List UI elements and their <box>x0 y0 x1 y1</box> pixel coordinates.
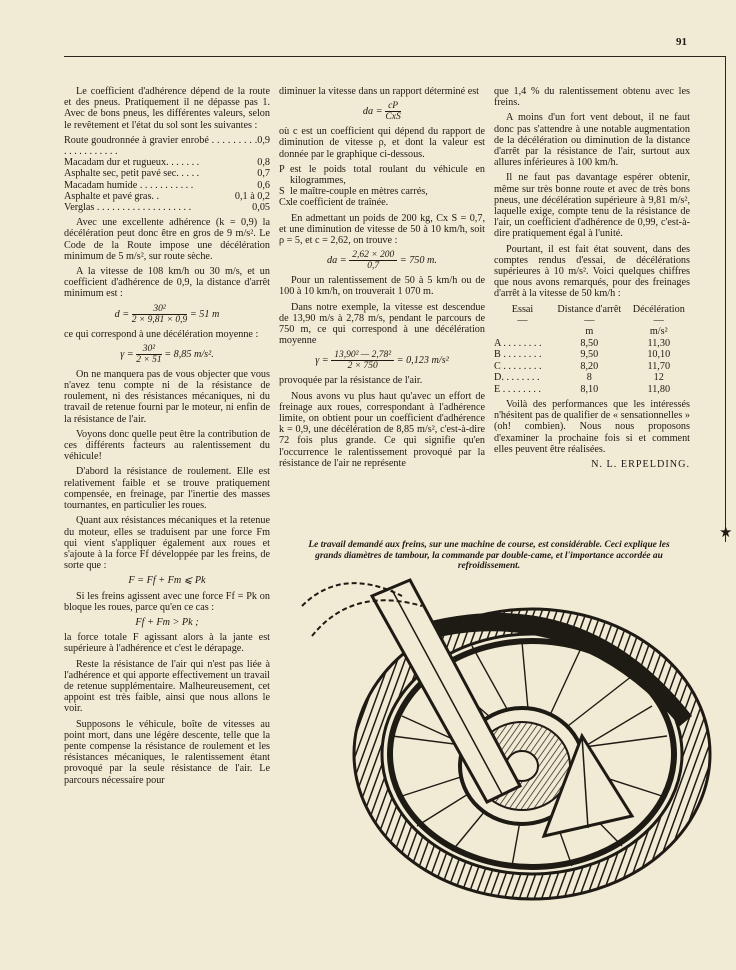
paragraph: A la vitesse de 108 km/h ou 30 m/s, et un coefficient d'adhérence de 0,9, la distance d'arrêt minimum est : <box>64 266 270 300</box>
paragraph: Voyons donc quelle peut être la contribution de ces différents facteurs au ralentissement du véhicule! <box>64 428 270 463</box>
symbol: S <box>279 186 285 198</box>
table-units-row <box>494 326 690 337</box>
table-cell: 9,50 <box>580 349 599 361</box>
fraction <box>385 101 401 122</box>
definition: le coefficient de traînée. <box>290 197 389 209</box>
equation-example-distance <box>279 250 485 271</box>
paragraph: D'abord la résistance de roulement. Elle est relativement faible et se trouve pratiquement compensée, en freinage, par l'inertie des masses tournantes, en particulier les roues. <box>64 466 270 512</box>
paragraph: Dans notre exemple, la vitesse est descendue de 13,90 m/s à 2,78 m/s, pendant le parcours de 750 m, ce qui correspond à une décélération moyenne <box>279 301 485 347</box>
table-cell: — <box>517 315 528 327</box>
list-item <box>64 157 270 168</box>
road-value: 0,8 <box>257 157 270 169</box>
author-signature: N. L. ERPELDING. <box>591 458 690 470</box>
list-item <box>279 186 485 197</box>
star-icon: ★ <box>719 525 733 541</box>
equation-stopping-distance <box>64 304 270 325</box>
paragraph: provoquée par la résistance de l'air. <box>279 375 423 387</box>
column-1 <box>64 86 270 790</box>
column-3 <box>494 86 690 470</box>
symbol: Cx <box>279 197 291 209</box>
fraction <box>136 344 161 365</box>
page-number: 91 <box>676 36 687 48</box>
table-row <box>494 384 690 395</box>
table-row <box>494 338 690 349</box>
table-cell: 8,50 <box>580 337 599 349</box>
denominator: 0,7 <box>367 261 380 272</box>
paragraph: Pour un ralentissement de 50 à 5 km/h ou de 100 à 10 km/h, on trouverait 1 070 m. <box>279 275 485 298</box>
table-cell: 8,10 <box>580 383 599 395</box>
list-item <box>64 135 270 157</box>
list-item <box>64 168 270 179</box>
equation-rhs: = 0,123 m/s² <box>396 355 449 367</box>
numerator: 30² <box>136 344 161 355</box>
column-header: Distance d'arrêt <box>557 303 622 315</box>
road-value: 0,05 <box>252 202 270 214</box>
paragraph: diminuer la vitesse dans un rapport déterminé est <box>279 86 480 97</box>
road-label: Asphalte sec, petit pavé sec. . . . . <box>64 168 200 180</box>
table-row <box>494 372 690 383</box>
road-label: Macadam humide . . . . . . . . . . . <box>64 179 194 191</box>
table-cell: A . . . . . . . . <box>494 337 542 349</box>
table-cell: m/s² <box>649 326 668 338</box>
paragraph: Il ne faut pas davantage espérer obtenir, même sur très bonne route et avec de très bons pneus, une décélération supérieure à 9,81 m/s², laquelle exige, compte tenu de la résistance de l'air, un coefficient d'adhérence de 0,99, c'est-à-dire pratiquement égal à l'unité. <box>494 172 690 240</box>
paragraph: Nous avons vu plus haut qu'avec un effort de freinage aux roues, correspondant à l'adhérence limite, on obtient pour un coefficient d'adhérence k = 0,9, une décélération de 8,85 m/s², c'est-à-dire 72 fois plus grande. Ce qui signifie qu'en l'occurrence le ralentissement provoqué par la résistance de l'air ne représente <box>279 390 485 469</box>
numerator: 13,90² — 2,78² <box>331 350 394 361</box>
column-2 <box>279 86 485 473</box>
equation-lhs: da = <box>362 106 383 118</box>
road-label: Macadam dur et rugueux. . . . . . . <box>64 157 200 169</box>
road-value: 0,1 à 0,2 <box>234 190 270 202</box>
paragraph: Reste la résistance de l'air qui n'est pas liée à l'adhérence et qui apporte effectivement un travail de retenue supplémentaire. Malheureusement, cet appoint est très faible, ainsi que nous allons le voir. <box>64 658 270 715</box>
equation-air-deceleration <box>279 350 485 371</box>
symbol-definitions <box>279 164 485 209</box>
braking-results-table <box>494 304 690 395</box>
table-cell: 11,80 <box>647 383 671 395</box>
paragraph: Quant aux résistances mécaniques et la retenue du moteur, elles se traduisent par une force Fm qui vient s'appliquer également aux roues et s'ajoute à la force Ff développée par les freins, de sorte que : <box>64 515 270 572</box>
equation-rhs: = 8,85 m/s². <box>164 348 214 360</box>
equation-air-distance <box>279 101 485 122</box>
table-cell: m <box>585 326 594 338</box>
denominator: 2 × 51 <box>136 354 162 365</box>
paragraph: Supposons le véhicule, boîte de vitesses au point mort, dans une légère descente, telle que la pente compense la résistance de roulement et les résistances mécaniques, le ralentissement étant provoqué par la seule résistance de l'air. Le parcours nécessaire pour <box>64 718 270 786</box>
equation-lhs: d = <box>114 308 130 320</box>
paragraph: Pourtant, il est fait état souvent, dans des comptes rendus d'essai, de décélérations supérieures à 10 m/s². Voici quelques chiffres que nous avons remarqués, pour des freinages d'arrêt à la vitesse de 50 km/h : <box>494 243 690 300</box>
table-header-row <box>494 304 690 315</box>
equation-rhs: = 750 m. <box>399 255 437 267</box>
table-cell: 11,30 <box>647 337 671 349</box>
paragraph: Voilà des performances que les intéressés n'hésitent pas de qualifier de « sensationnelles » (oh! combien). Nous nous proposons d'examiner la prochaine fois si et comment elles peuvent être réalisées. <box>494 398 690 455</box>
definition: le maître-couple en mètres carrés, <box>290 186 428 198</box>
table-cell: 8,20 <box>580 360 599 372</box>
equation-lhs: da = <box>327 255 347 267</box>
equation-deceleration <box>64 344 270 365</box>
table-cell: 8 <box>586 372 592 384</box>
brake-wheel-illustration <box>282 566 712 906</box>
fraction <box>349 250 397 271</box>
table-row <box>494 349 690 360</box>
list-item <box>64 191 270 202</box>
numerator: 30² <box>132 304 188 315</box>
denominator: 2 × 750 <box>347 361 378 372</box>
road-coefficient-list <box>64 135 270 213</box>
definition: est le poids total roulant du véhicule en kilogrammes, <box>290 163 485 187</box>
denominator: CxS <box>385 112 401 123</box>
road-label: Asphalte et pavé gras. . <box>64 190 160 202</box>
table-cell: C . . . . . . . . <box>494 360 542 372</box>
paragraph: la force totale F agissant alors à la jante est supérieure à l'adhérence et c'est le dérapage. <box>64 632 270 655</box>
table-cell: E . . . . . . . . <box>494 383 541 395</box>
equation-lhs: γ = <box>315 355 329 367</box>
table-row <box>494 361 690 372</box>
paragraph: ce qui correspond à une décélération moyenne : <box>64 328 259 340</box>
column-header: Essai <box>511 303 534 315</box>
equation-blocking: Ff + Fm > Pk ; <box>135 616 199 628</box>
road-label: Verglas . . . . . . . . . . . . . . . . . . . <box>64 202 192 214</box>
road-value: 0,9 <box>257 134 270 146</box>
list-item <box>64 180 270 191</box>
paragraph: Avec une excellente adhérence (k = 0,9) la décélération peut donc être en gros de 9 m/s². Le Code de la Route impose une décélération minimum de 5 m/s², sur route sèche. <box>64 217 270 262</box>
paragraph: Le coefficient d'adhérence dépend de la route et des pneus. Pratiquement il ne dépasse pas 1. Avec de bons pneus, les différentes valeurs, selon le revêtement et l'état du sol sont les suivantes : <box>64 86 270 131</box>
figure-caption: Le travail demandé aux freins, sur une machine de course, est considérable. Ceci explique les grands diamètres de tambour, la commande par double-came, et l'importance accordée au refroidissement. <box>308 540 670 572</box>
table-cell: — <box>653 315 664 327</box>
header-rule <box>64 56 726 57</box>
column-header: Décélération <box>632 303 685 315</box>
table-cell: D. . . . . . . . <box>494 372 540 384</box>
denominator: 2 × 9,81 × 0,9 <box>131 314 188 325</box>
table-dash-row <box>494 315 690 326</box>
road-label: Route goudronnée à gravier enrobé . . . . . . . . . . . . . . . . . . . . <box>64 134 258 158</box>
equation-force: F = Ff + Fm ⩽ Pk <box>128 575 206 587</box>
list-item <box>279 164 485 186</box>
list-item <box>64 202 270 213</box>
paragraph: où c est un coefficient qui dépend du rapport de diminution de vitesse ρ, et dont la valeur est donnée par le graphique ci-dessous. <box>279 126 485 160</box>
table-cell: 12 <box>653 372 664 384</box>
paragraph: Si les freins agissent avec une force Ff = Pk on bloque les roues, parce qu'en ce cas : <box>64 590 270 613</box>
fraction <box>331 350 394 371</box>
list-item <box>279 197 485 208</box>
equation-rhs: = 51 m <box>189 308 220 320</box>
equation-lhs: γ = <box>120 348 134 360</box>
road-value: 0,7 <box>257 168 270 180</box>
paragraph: En admettant un poids de 200 kg, Cx S = 0,7, et une diminution de vitesse de 50 à 10 km/h, soit ρ = 5, et c = 2,62, on trouve : <box>279 212 485 247</box>
road-value: 0,6 <box>257 179 270 191</box>
table-cell <box>494 326 551 337</box>
symbol: P <box>279 163 285 175</box>
numerator: 2,62 × 200 <box>349 250 397 261</box>
table-cell: 10,10 <box>647 349 671 361</box>
fraction <box>132 304 188 325</box>
paragraph: que 1,4 % du ralentissement obtenu avec les freins. <box>494 86 690 109</box>
table-cell: B . . . . . . . . <box>494 349 542 361</box>
side-rule <box>725 56 726 542</box>
paragraph: A moins d'un fort vent debout, il ne faut donc pas s'attendre à une notable augmentation de la décélération ou diminution de la distance d'arrêt par la résistance de l'air, surtout aux allures inférieures à 100 km/h. <box>494 112 690 169</box>
table-cell: 11,70 <box>647 360 671 372</box>
table-cell: — <box>584 315 595 327</box>
numerator: cP <box>385 101 401 112</box>
paragraph: On ne manquera pas de vous objecter que vous n'avez tenu compte ni de la résistance de roulement, ni des résistances mécaniques, ni du travail de retenue fourni par le moteur, ni enfin de la résistance de l'air. <box>64 368 270 425</box>
